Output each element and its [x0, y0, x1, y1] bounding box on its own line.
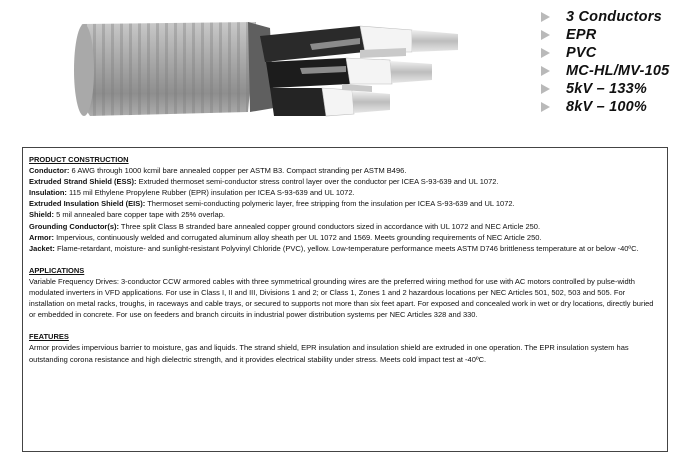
- feature-item: 5kV – 133%: [538, 80, 669, 98]
- spec-item: Grounding Conductor(s): Three split Class B stranded bare annealed copper ground conductors sized in accordance with UL 1072 and NEC Article 250.: [29, 221, 541, 231]
- armor-sheath: [77, 22, 256, 116]
- features-section: [29, 331, 661, 364]
- arrow-bullet-icon: [541, 12, 550, 22]
- features-title: FEATURES: [29, 332, 69, 342]
- applications-title: APPLICATIONS: [29, 265, 85, 275]
- spec-item: Shield: 5 mil annealed bare copper tape with 25% overlap.: [29, 210, 225, 220]
- features-text: Armor provides impervious barrier to moisture, gas and liquids. The strand shield, EPR insulation and insulation shield are extruded in one operation. The EPR insulation system has outstanding corona resistance and high dielectric strength, and it provides electrical stability under stress. Meets cold impact test at -40ºC.: [29, 343, 629, 364]
- spec-item: Extruded Insulation Shield (EIS): Thermoset semi-conducting polymeric layer, free stripping from the insulation per ICEA S-93-639 and UL 1072.: [29, 199, 515, 209]
- arrow-bullet-icon: [541, 30, 550, 40]
- applications-section: [29, 265, 661, 320]
- arrow-bullet-icon: [541, 66, 550, 76]
- arrow-bullet-icon: [541, 48, 550, 58]
- spec-item: Insulation: 115 mil Ethylene Propylene Rubber (EPR) insulation per ICEA S-93-639 and UL 1072.: [29, 188, 355, 198]
- arrow-bullet-icon: [541, 102, 550, 112]
- construction-title: PRODUCT CONSTRUCTION: [29, 155, 129, 164]
- spec-item: Jacket: Flame-retardant, moisture- and sunlight-resistant Polyvinyl Chloride (PVC), yellow. Low-temperature performance meets ASTM D746 brittleness temperature at or below -40ºC.: [29, 243, 639, 253]
- arrow-bullet-icon: [541, 84, 550, 94]
- spec-item: Armor: Impervious, continuously welded and corrugated aluminum alloy sheath per UL 1072 and 1569. Meets grounding requirements of NEC Article 250.: [29, 232, 542, 242]
- applications-text: Variable Frequency Drives: 3-conductor CCW armored cables with three symmetrical grounding wires are the preferred wiring method for use with AC motors controlled by pulse-width modulated inverters in VFD applications. For use in Class I, II and III, Divisions 1 and 2; or Class 1, Zones 1 and 2 hazardous locations per NEC Articles 501, 502, 503 and 505. For installation on metal racks, troughs, in raceways and cable trays, or secured to supports not more than six feet apart. For exposed and concealed work in wet or dry locations, directly buried or embedded in concrete. For use on feeders and branch circuits in industrial power distribution systems per NEC Articles 328 and 330.: [29, 276, 654, 320]
- conductor-3: [270, 88, 326, 116]
- feature-item: EPR: [538, 26, 669, 44]
- cable-end-cap: [74, 24, 94, 116]
- construction-section: [29, 154, 661, 254]
- cable-illustration: [60, 4, 550, 132]
- spec-item: Conductor: 6 AWG through 1000 kcmil bare annealed copper per ASTM B3. Compact stranding per ASTM B496.: [29, 166, 407, 176]
- feature-item: MC-HL/MV-105: [538, 62, 669, 80]
- feature-item: PVC: [538, 44, 669, 62]
- specification-box: [22, 147, 668, 452]
- feature-item: 8kV – 100%: [538, 98, 669, 116]
- spec-item: Extruded Strand Shield (ESS): Extruded thermoset semi-conductor stress control layer over the conductor per ICEA S-93-639 and UL 1072.: [29, 177, 499, 187]
- feature-list: [538, 8, 669, 116]
- feature-item: 3 Conductors: [538, 8, 669, 26]
- product-header: [0, 0, 690, 138]
